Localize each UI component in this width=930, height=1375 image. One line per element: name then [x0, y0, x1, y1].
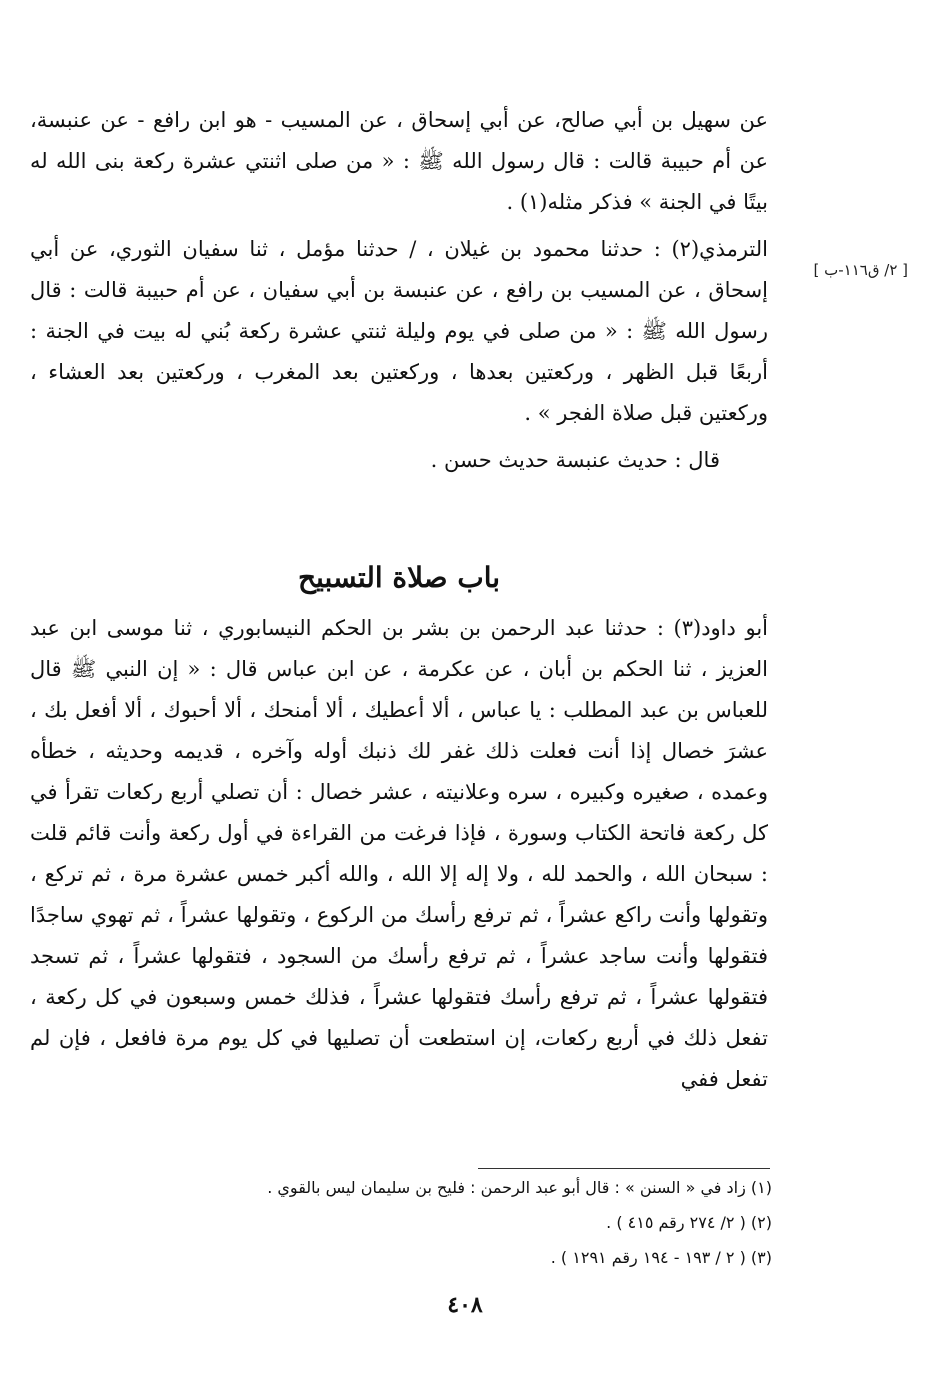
- footnote-1: (١) زاد في « السنن » : قال أبو عبد الرحمن : فليح بن سليمان ليس بالقوي .: [267, 1178, 772, 1197]
- paragraph-3: قال : حديث عنبسة حديث حسن .: [430, 448, 720, 472]
- footnote-divider: [478, 1168, 770, 1169]
- paragraph-1: عن سهيل بن أبي صالح، عن أبي إسحاق ، عن المسيب - هو ابن رافع - عن عنبسة، عن أم حبيبة قالت : قال رسول الله ﷺ : « من صلى اثنتي عشرة ركعة بنى الله له بيتًا في الجنة » فذكر مثله(١) .: [30, 108, 768, 214]
- main-text-block-top: [30, 100, 768, 481]
- page-number: ٤٠٨: [447, 1292, 483, 1318]
- footnotes: [30, 1170, 772, 1275]
- paragraph-4: أبو داود(٣) : حدثنا عبد الرحمن بن بشر بن الحكم النيسابوري ، ثنا موسى ابن عبد العزيز ، ثنا الحكم بن أبان ، عن عكرمة ، عن ابن عباس قال : « إن النبي ﷺ قال للعباس بن عبد المطلب : يا عباس ، ألا أعطيك ، ألا أمنحك ، ألا أحبوك ، ألا أفعل بك ، عشرَ خصال إذا أنت فعلت ذلك غفر لك ذنبك أوله وآخره ، قديمه وحديثه ، خطأه وعمده ، صغيره وكبيره ، سره وعلانيته ، عشر خصال : أن تصلي أربع ركعات تقرأ في كل ركعة فاتحة الكتاب وسورة ، فإذا فرغت من القراءة في أول ركعة وأنت قائم قلت : سبحان الله ، والحمد لله ، ولا إله إلا الله ، والله أكبر خمس عشرة مرة ، ثم تركع ، وتقولها وأنت راكع عشراً ، ثم ترفع رأسك من الركوع ، وتقولها عشراً ، ثم تهوي ساجدًا فتقولها وأنت ساجد عشراً ، ثم ترفع رأسك من السجود ، فتقولها عشراً ، ثم تسجد فتقولها عشراً ، ثم ترفع رأسك فتقولها عشراً ، فذلك خمس وسبعون في كل ركعة ، تفعل ذلك في أربع ركعات، إن استطعت أن تصليها في كل يوم مرة فافعل ، فإن لم تفعل ففي: [30, 616, 769, 1091]
- main-text-block-bottom: [30, 608, 768, 1100]
- footnote-3: (٣) ( ٢ / ١٩٣ - ١٩٤ رقم ١٢٩١ ) .: [550, 1248, 772, 1267]
- chapter-heading: باب صلاة التسبيح: [297, 561, 501, 594]
- footnote-2: (٢) ( ٢/ ٢٧٤ رقم ٤١٥ ) .: [606, 1213, 772, 1232]
- manuscript-folio-marker: [ ٢/ ق١١٦-ب ]: [813, 261, 908, 279]
- paragraph-2: الترمذي(٢) : حدثنا محمود بن غيلان ، / حدثنا مؤمل ، ثنا سفيان الثوري، عن أبي إسحاق ، عن المسيب بن رافع ، عن عنبسة بن أبي سفيان ، عن أم حبيبة قالت : قال رسول الله ﷺ : « من صلى في يوم وليلة ثنتي عشرة ركعة بُني له بيت في الجنة : أربعًا قبل الظهر ، وركعتين بعدها ، وركعتين بعد المغرب ، وركعتين بعد العشاء ، وركعتين قبل صلاة الفجر » .: [30, 237, 768, 425]
